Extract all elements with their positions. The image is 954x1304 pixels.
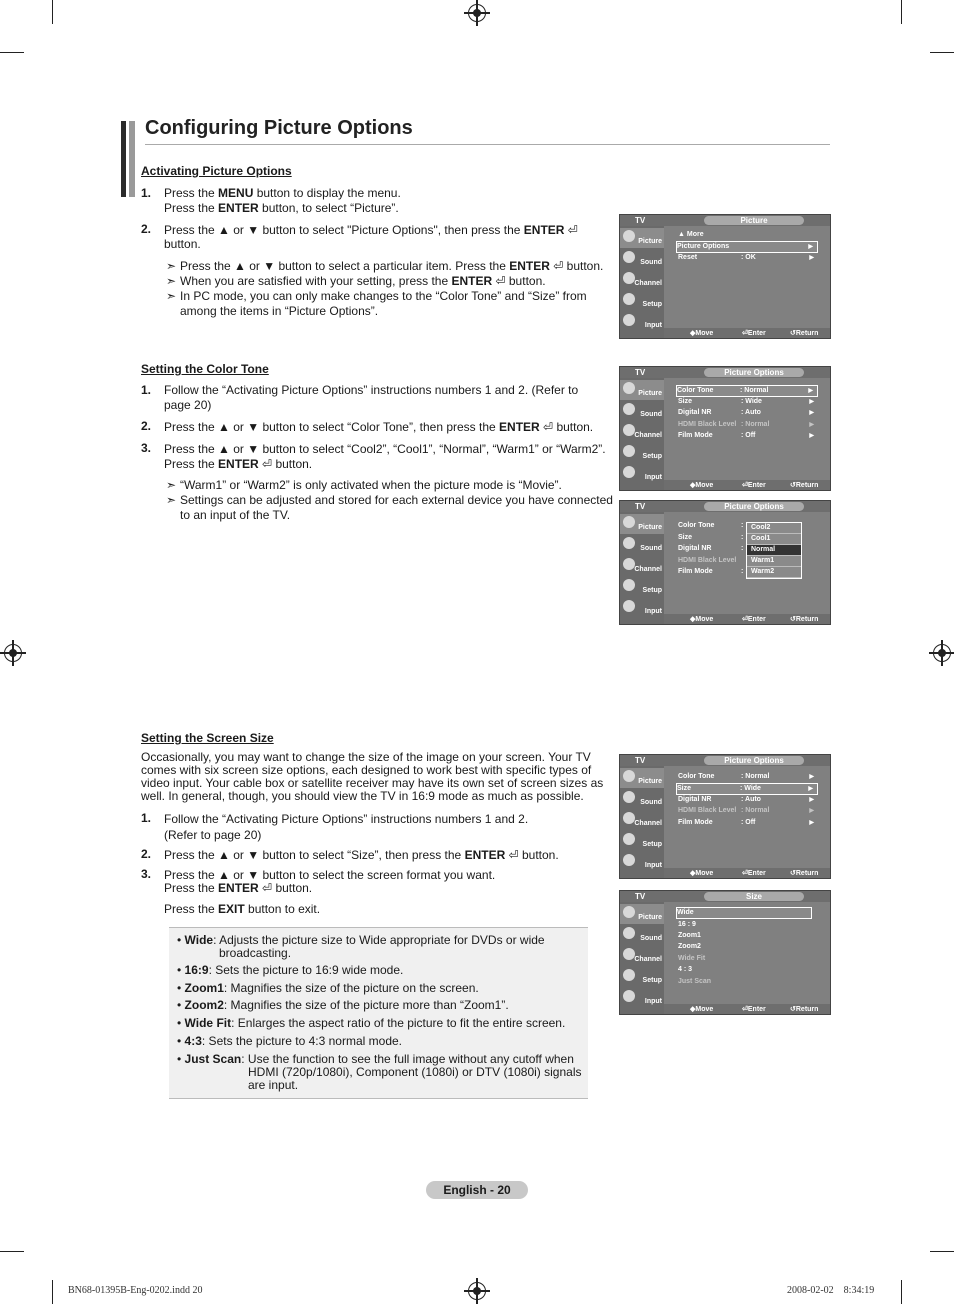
osd-row-hdmi-black-level: HDMI Black Level : Normal ▶ [678,807,814,814]
footer-timestamp: 2008-02-02 8:34:19 [787,1285,875,1296]
list-item: • Wide Fit: Enlarges the aspect ratio of the picture to fit the entire screen. [177,1016,566,1030]
step-text: Press the ▲ or ▼ button to select “Cool2”, “Cool1”, “Normal”, “Warm1” or “Warm2”. [164,442,606,456]
step-text: Press the ENTER button, to select “Picture”. [164,201,399,215]
setup-icon [623,293,635,305]
step-text: Press the MENU button to display the menu. [164,186,401,200]
osd-tv-label: TV [635,892,646,901]
osd-row-digital-nr[interactable]: Digital NR : Auto ▶ [678,796,814,803]
osd-footer [664,614,830,624]
input-icon [623,854,635,866]
osd-sidebar [620,902,664,1014]
osd-menu-title: Size [704,892,804,901]
registration-mark-icon [933,644,951,662]
return-hint: ↺ Return [790,1006,819,1013]
osd-sidebar-item-setup[interactable]: Setup [620,831,664,851]
note-arrow-icon: ➣ [166,274,177,288]
sound-icon [623,537,635,549]
picture-icon [623,906,635,918]
dropdown-option[interactable]: Warm2 [747,567,801,578]
sound-icon [623,927,635,939]
osd-sidebar-item-channel[interactable]: Channel [620,422,664,442]
step-number: 1. [141,186,152,200]
input-icon [623,314,635,326]
osd-sidebar-item-sound[interactable]: Sound [620,249,664,269]
osd-sidebar-item-setup[interactable]: Setup [620,291,664,311]
step-number: 3. [141,867,152,881]
osd-row-size[interactable]: Size : [678,534,744,541]
osd-sidebar-item-channel[interactable]: Channel [620,946,664,966]
note-arrow-icon: ➣ [166,478,177,492]
osd-sidebar-item-sound[interactable]: Sound [620,925,664,945]
list-item: HDMI (720p/1080i), Component (1080i) or DTV (1080i) signals [248,1065,582,1079]
registration-mark-icon [4,644,22,662]
step-number: 1. [141,383,152,397]
section-heading: Setting the Screen Size [141,731,274,745]
list-item: broadcasting. [219,946,292,960]
sound-icon [623,251,635,263]
setup-icon [623,833,635,845]
osd-menu-title: Picture Options [704,368,804,377]
osd-row-hdmi-black-level: HDMI Black Level [678,557,737,564]
osd-row-digital-nr[interactable]: Digital NR : [678,545,744,552]
osd-tv-label: TV [635,368,646,377]
osd-size-option[interactable]: 16 : 9 [678,921,696,928]
osd-row-hdmi-black-level: HDMI Black Level : Normal ▶ [678,421,814,428]
crop-mark [0,52,24,53]
note-arrow-icon: ➣ [166,259,177,273]
osd-row-film-mode[interactable]: Film Mode : Off ▶ [678,432,814,439]
osd-row-size[interactable]: Size : Wide ▶ [676,783,818,795]
step-text: Press the ▲ or ▼ button to select “Size”, then press the ENTER ⏎ button. [164,848,559,862]
osd-tv-label: TV [635,756,646,765]
osd-footer [664,480,830,490]
note-text: among the items in “Picture Options”. [180,304,379,318]
osd-menu-title: Picture [704,216,804,225]
osd-sidebar-item-sound[interactable]: Sound [620,535,664,555]
return-hint: ↺ Return [790,870,819,877]
step-text: Follow the “Activating Picture Options” instructions numbers 1 and 2. [164,812,529,826]
crop-mark [0,1251,24,1252]
osd-size-option: Just Scan [678,978,712,985]
step-text: Press the ENTER ⏎ button. [164,457,313,471]
step-number: 3. [141,441,152,455]
osd-sidebar [620,226,664,338]
step-text: Press the ENTER ⏎ button. [164,881,313,895]
input-icon [623,990,635,1002]
dropdown-option[interactable]: Warm1 [747,556,801,567]
setup-icon [623,969,635,981]
return-hint: ↺ Return [790,616,819,623]
osd-row-digital-nr[interactable]: Digital NR : Auto ▶ [678,409,814,416]
picture-icon [623,516,635,528]
intro-text: comes with six screen size options, each designed to work best with specific types of [141,763,592,777]
osd-sidebar-item-input[interactable]: Input [620,852,664,872]
note-text: In PC mode, you can only make changes to the “Color Tone” and “Size” from [180,289,587,303]
sound-icon [623,791,635,803]
crop-mark [52,1280,53,1304]
move-hint: ◆ Move [690,616,714,623]
step-text: Follow the “Activating Picture Options” instructions numbers 1 and 2. (Refer to [164,383,579,397]
osd-footer [664,868,830,878]
step-text: button. [164,237,201,251]
osd-footer [664,328,830,338]
intro-text: well. In general, though, you should view the TV in 16:9 mode as much as possible. [141,789,584,803]
title-rule [145,144,830,145]
enter-icon: ⏎ [508,848,519,862]
registration-mark-icon [468,4,486,22]
osd-sidebar-item-picture[interactable]: Picture [620,904,664,924]
step-text: (Refer to page 20) [164,828,262,842]
crop-mark [930,52,954,53]
osd-sidebar-item-picture[interactable]: Picture [620,228,664,248]
list-item: • Zoom1: Magnifies the size of the picture on the screen. [177,981,479,995]
picture-icon [623,770,635,782]
channel-icon [623,948,635,960]
enter-hint: ⏎ Enter [742,870,766,877]
enter-icon: ⏎ [495,274,506,288]
osd-sidebar-item-setup[interactable]: Setup [620,967,664,987]
move-hint: ◆ Move [690,482,714,489]
screen-size-options-box [169,927,588,1099]
note-text: to an input of the TV. [180,508,291,522]
note-text: Press the ▲ or ▼ button to select a particular item. Press the ENTER ⏎ button. [180,259,604,273]
osd-size-option-selected[interactable]: Wide [676,907,812,919]
channel-icon [623,812,635,824]
setup-icon [623,445,635,457]
input-icon [623,466,635,478]
input-icon [623,600,635,612]
move-hint: ◆ Move [690,330,714,337]
crop-mark [901,0,902,24]
step-number: 2. [141,847,152,861]
osd-size-option[interactable]: Zoom2 [678,943,701,950]
osd-menu-title: Picture Options [704,502,804,511]
picture-icon [623,230,635,242]
tv-osd-picture-options-size [619,754,831,879]
enter-icon: ⏎ [553,259,564,273]
note-text: “Warm1” or “Warm2” is only activated when the picture mode is “Movie”. [180,478,562,492]
note-text: Settings can be adjusted and stored for each external device you have connected [180,493,613,507]
osd-sidebar-item-input[interactable]: Input [620,988,664,1008]
osd-sidebar [620,378,664,490]
osd-row-picture-options[interactable]: Picture Options ▶ [676,241,818,253]
step-text: Press the ▲ or ▼ button to select "Picture Options", then press the ENTER ⏎ [164,223,578,237]
osd-sidebar-item-channel[interactable]: Channel [620,810,664,830]
footer-filename: BN68-01395B-Eng-0202.indd 20 [68,1285,203,1296]
osd-sidebar-item-picture[interactable]: Picture [620,514,664,534]
color-tone-dropdown[interactable] [746,522,802,579]
osd-size-option: Wide Fit [678,955,706,962]
osd-row-size[interactable]: Size : Wide ▶ [678,398,814,405]
dropdown-option-selected[interactable]: Normal [747,545,801,556]
channel-icon [623,272,635,284]
osd-row-reset[interactable]: Reset : OK ▶ [678,254,814,261]
osd-row-film-mode[interactable]: Film Mode : Off ▶ [678,819,814,826]
enter-hint: ⏎ Enter [742,482,766,489]
intro-text: video input. Your cable box or satellite receiver may have its own set of screen sizes as [141,776,604,790]
title-accent-bar [129,121,135,197]
osd-row-color-tone[interactable]: Color Tone : [678,522,744,529]
move-hint: ◆ Move [690,870,714,877]
osd-sidebar [620,766,664,878]
step-number: 2. [141,419,152,433]
osd-size-option[interactable]: Zoom1 [678,932,701,939]
title-accent-bar [121,121,126,197]
move-hint: ◆ Move [690,1006,714,1013]
section-heading: Activating Picture Options [141,164,292,178]
note-text: When you are satisfied with your setting, press the ENTER ⏎ button. [180,274,546,288]
tv-osd-picture-menu [619,214,831,339]
list-item: are input. [248,1078,299,1092]
list-item: • 4:3: Sets the picture to 4:3 normal mode. [177,1034,402,1048]
list-item: • Wide: Adjusts the picture size to Wide appropriate for DVDs or wide [177,933,545,947]
crop-mark [930,1251,954,1252]
osd-sidebar-item-setup[interactable]: Setup [620,577,664,597]
list-item: • 16:9: Sets the picture to 16:9 wide mode. [177,963,404,977]
osd-row-color-tone[interactable]: Color Tone : Normal ▶ [676,385,818,397]
osd-sidebar-item-input[interactable]: Input [620,464,664,484]
osd-sidebar-item-input[interactable]: Input [620,312,664,332]
enter-icon: ⏎ [567,223,578,237]
osd-sidebar-item-channel[interactable]: Channel [620,556,664,576]
tv-osd-color-tone-dropdown [619,500,831,625]
osd-sidebar-item-picture[interactable]: Picture [620,380,664,400]
tv-osd-picture-options [619,366,831,491]
section-heading: Setting the Color Tone [141,362,269,376]
osd-menu-title: Picture Options [704,756,804,765]
registration-mark-icon [468,1282,486,1300]
return-hint: ↺ Return [790,330,819,337]
osd-sidebar-item-sound[interactable]: Sound [620,789,664,809]
tv-osd-size-menu [619,890,831,1015]
osd-tv-label: TV [635,502,646,511]
step-text: Press the ▲ or ▼ button to select “Color Tone”, then press the ENTER ⏎ button. [164,420,594,434]
dropdown-option[interactable]: Cool2 [747,523,801,534]
channel-icon [623,558,635,570]
return-hint: ↺ Return [790,482,819,489]
osd-sidebar [620,512,664,624]
intro-text: Occasionally, you may want to change the size of the image on your screen. Your TV [141,750,591,764]
osd-sidebar-item-channel[interactable]: Channel [620,270,664,290]
crop-mark [52,0,53,24]
osd-sidebar-item-input[interactable]: Input [620,598,664,618]
enter-hint: ⏎ Enter [742,616,766,623]
osd-sidebar-item-picture[interactable]: Picture [620,768,664,788]
enter-hint: ⏎ Enter [742,330,766,337]
channel-icon [623,424,635,436]
picture-icon [623,382,635,394]
step-text: Press the ▲ or ▼ button to select the screen format you want. [164,868,496,882]
enter-icon: ⏎ [262,457,273,471]
osd-row-more[interactable]: ▲ More [678,231,704,238]
page-number: English - 20 [426,1181,528,1199]
osd-size-option[interactable]: 4 : 3 [678,966,693,973]
sound-icon [623,403,635,415]
osd-sidebar-item-sound[interactable]: Sound [620,401,664,421]
step-text: Press the EXIT button to exit. [164,902,321,916]
osd-sidebar-item-setup[interactable]: Setup [620,443,664,463]
osd-footer [664,1004,830,1014]
step-number: 2. [141,222,152,236]
enter-icon: ⏎ [543,420,554,434]
osd-row-film-mode[interactable]: Film Mode : [678,568,744,575]
note-arrow-icon: ➣ [166,289,177,303]
osd-tv-label: TV [635,216,646,225]
page-title: Configuring Picture Options [145,117,413,139]
list-item: • Zoom2: Magnifies the size of the picture more than “Zoom1”. [177,998,509,1012]
setup-icon [623,579,635,591]
dropdown-option[interactable]: Cool1 [747,534,801,545]
crop-mark [901,1280,902,1304]
note-arrow-icon: ➣ [166,493,177,507]
enter-icon: ⏎ [262,881,273,895]
list-item: • Just Scan: Use the function to see the full image without any cutoff when [177,1052,574,1066]
enter-hint: ⏎ Enter [742,1006,766,1013]
step-text: page 20) [164,398,212,412]
osd-row-color-tone[interactable]: Color Tone : Normal ▶ [678,773,814,780]
step-number: 1. [141,811,152,825]
